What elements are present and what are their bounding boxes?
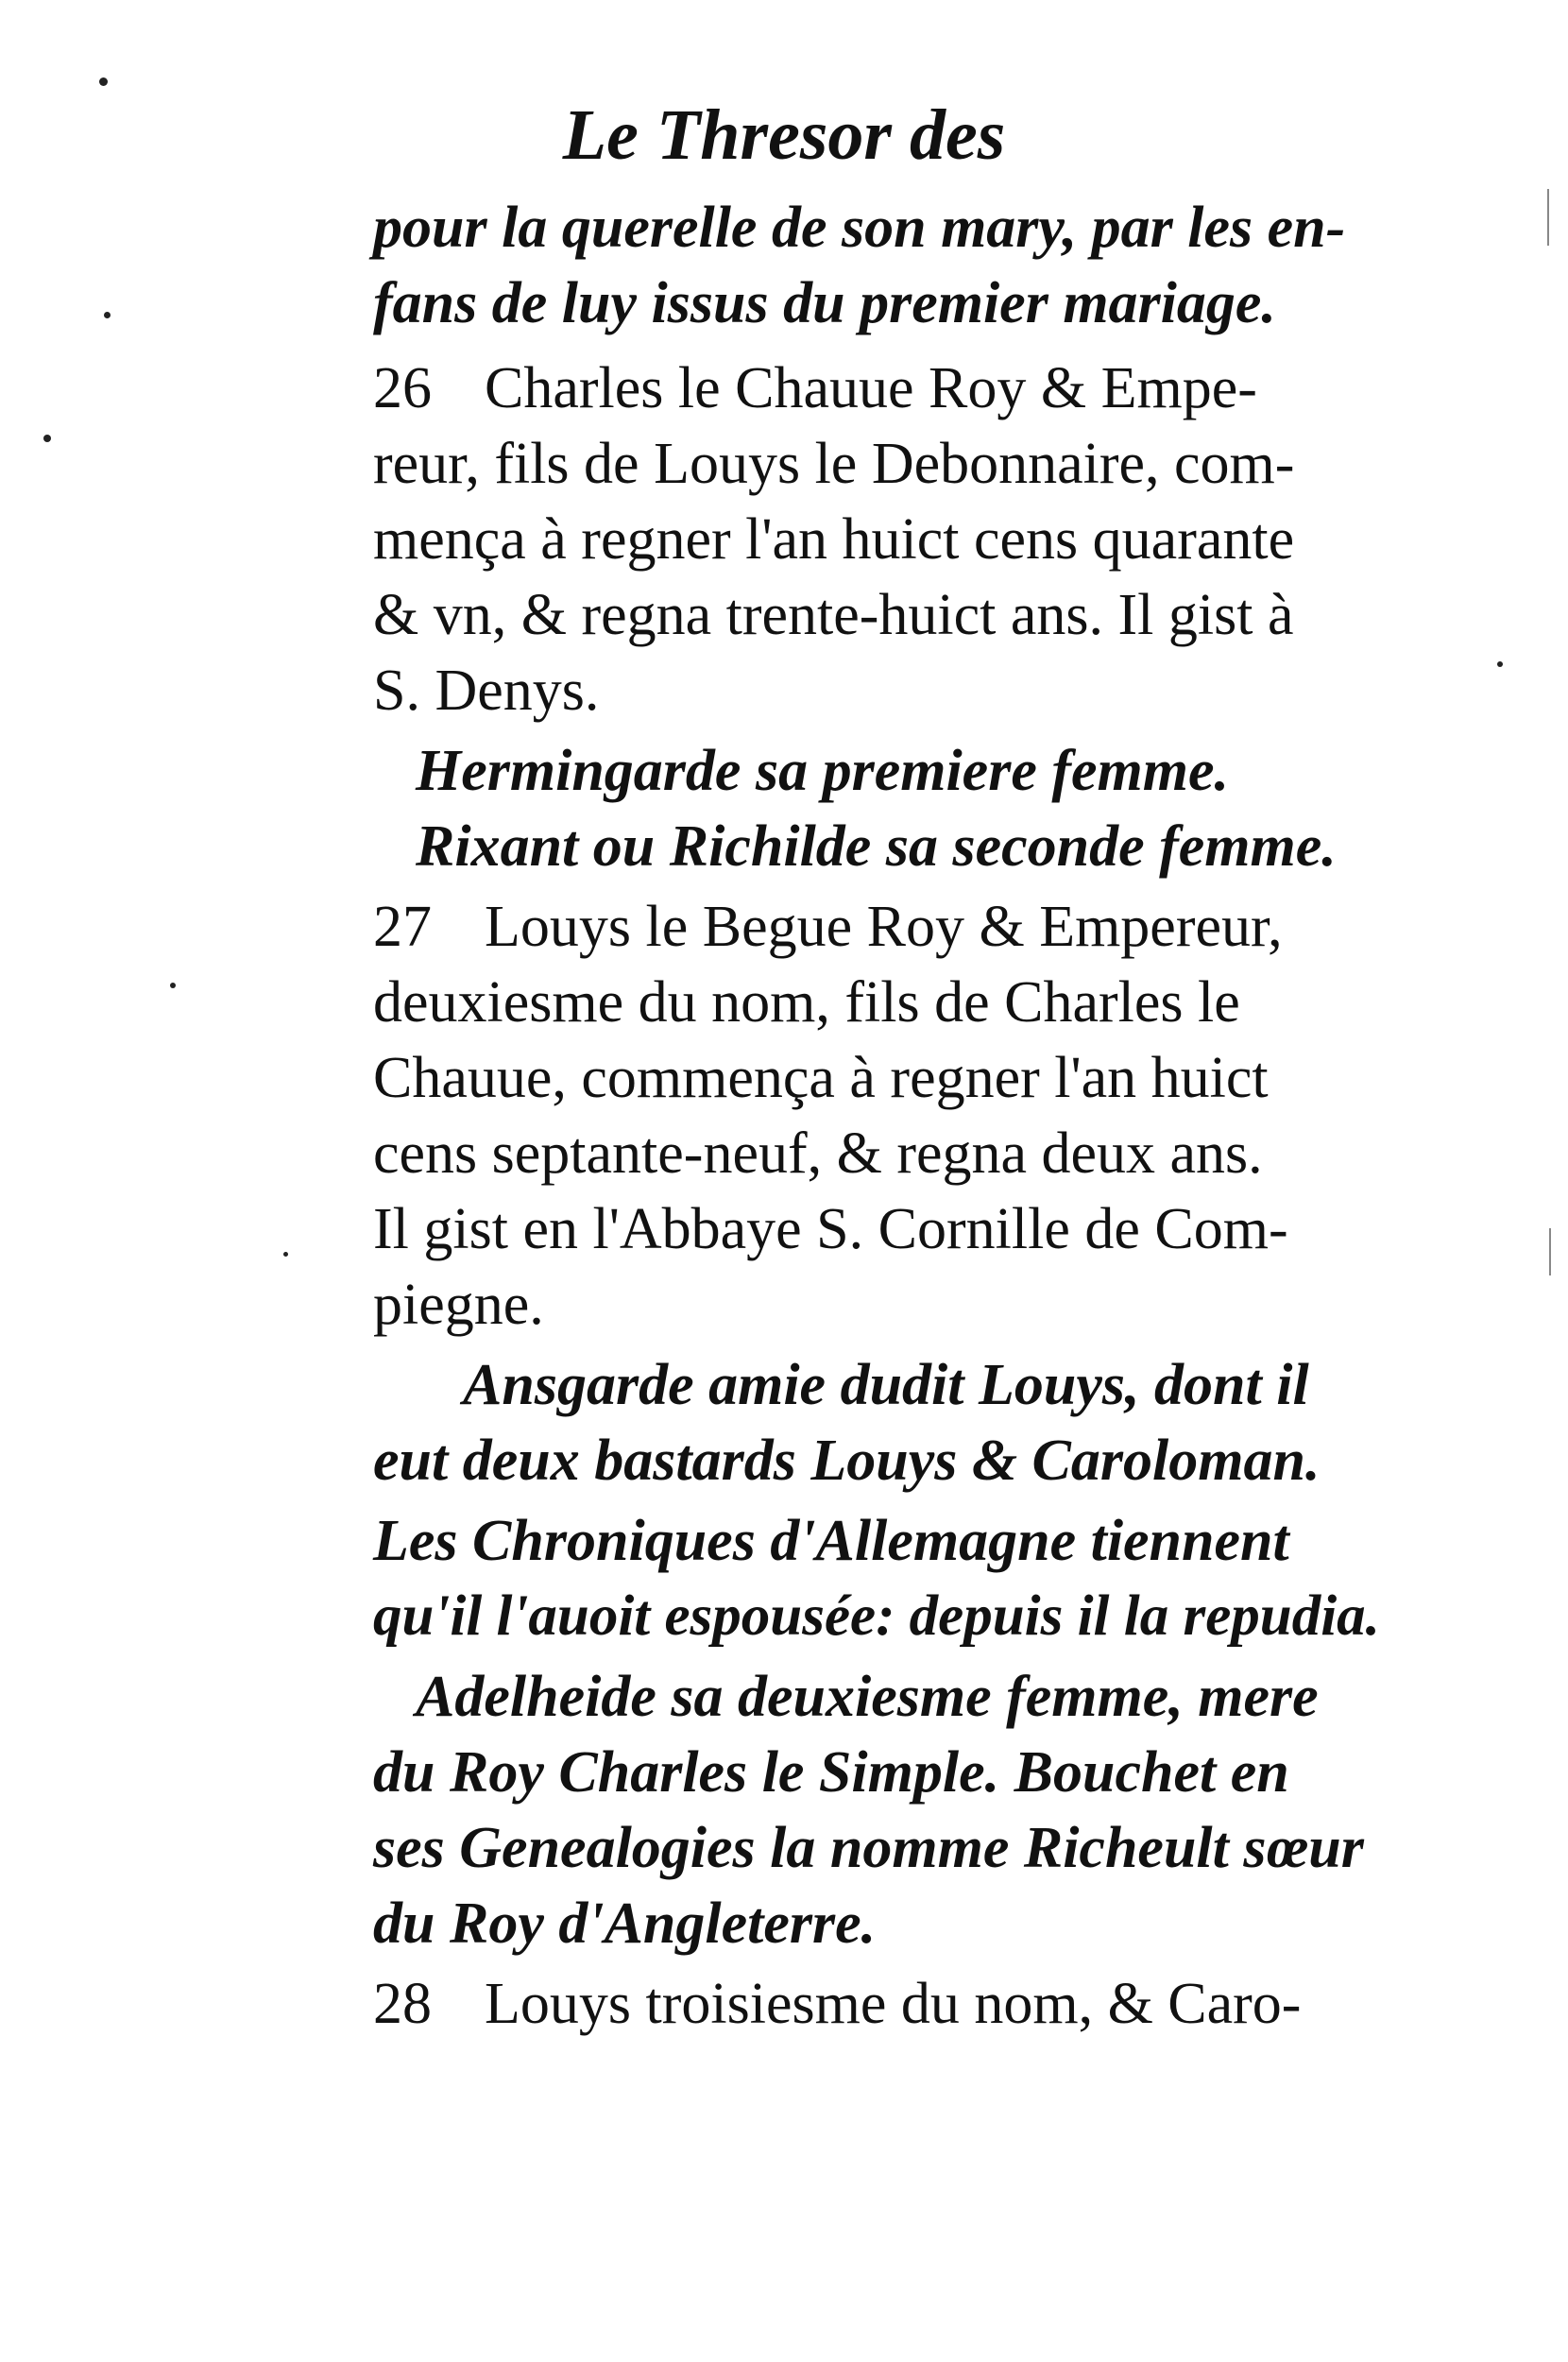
speck-mark [170,983,176,988]
text-line [0,1509,1568,1578]
page-edge-mark [1547,189,1549,246]
line-text: Louys le Begue Roy & Empereur, [485,895,1283,959]
text-line [0,1891,1568,1960]
text-line [0,1431,1568,1498]
line-text: mença à regner l'an huict cens quarante [373,507,1295,572]
text-line-content [373,507,1295,572]
speck-mark [99,77,108,86]
text-line-content [373,970,1240,1035]
text-line [0,895,1568,964]
line-text: S. Denys. [373,659,600,723]
text-line [0,507,1568,576]
entry-number: 27 [373,895,432,959]
text-line [0,1197,1568,1266]
line-text: & vn, & regna trente-huict ans. Il gist à [373,583,1294,647]
text-line-content [373,1121,1263,1186]
entry-number: 28 [373,1972,432,2036]
line-text: Ansgarde amie dudit Louys, dont il [463,1353,1309,1417]
text-line [0,583,1568,652]
text-line-content [373,1891,877,1956]
text-line-content [373,1197,1288,1261]
text-line-content [373,1509,1289,1573]
speck-mark [104,312,111,318]
text-line-content [373,1046,1269,1110]
text-line-content [416,1665,1319,1729]
line-text: deuxiesme du nom, fils de Charles le [373,970,1240,1035]
text-line [0,814,1568,883]
text-line-content [373,659,600,723]
text-line [0,356,1568,425]
text-line-content [373,356,1257,420]
line-text: pour la querelle de son mary, par les en- [373,196,1346,260]
text-line-content [373,895,1283,959]
text-line [0,739,1568,808]
text-line [0,1275,1568,1342]
text-line-content [416,739,1229,803]
line-text: Chauue, commença à regner l'an huict [373,1046,1269,1110]
text-line [0,1584,1568,1653]
text-line [0,432,1568,501]
text-line [0,198,1568,265]
line-text: eut deux bastards Louys & Caroloman. [373,1429,1321,1493]
text-line-content [373,1740,1289,1805]
running-header: Le Thresor des [562,95,1006,175]
text-line [0,1353,1568,1422]
text-line [0,1972,1568,2041]
line-text: Il gist en l'Abbaye S. Cornille de Com- [373,1197,1288,1261]
text-line-content [373,1972,1302,2036]
text-line-content [463,1353,1309,1417]
text-line-content [373,1273,544,1337]
line-text: Charles le Chauue Roy & Empe- [485,356,1257,420]
line-text: qu'il l'auoit espousée: depuis il la repudia. [373,1584,1380,1648]
speck-mark [1497,661,1503,667]
text-line-content [373,1584,1380,1648]
line-text: Louys troisiesme du nom, & Caro- [485,1972,1302,2036]
text-line [0,271,1568,340]
text-line-content [373,432,1295,496]
line-text: ses Genealogies la nomme Richeult sœur [373,1816,1364,1880]
text-line-content [373,583,1294,647]
text-line [0,970,1568,1039]
speck-mark [283,1252,288,1257]
entry-number: 26 [373,356,432,420]
line-text: Rixant ou Richilde sa seconde femme. [416,814,1337,879]
text-line-content [373,1816,1364,1880]
page-edge-mark [1549,1228,1551,1275]
line-text: cens septante-neuf, & regna deux ans. [373,1121,1263,1186]
line-text: Les Chroniques d'Allemagne tiennent [373,1509,1289,1573]
text-line-content [373,196,1346,260]
text-line [0,661,1568,727]
line-text: du Roy Charles le Simple. Bouchet en [373,1740,1289,1805]
line-text: fans de luy issus du premier mariage. [373,271,1276,335]
line-text: reur, fils de Louys le Debonnaire, com- [373,432,1295,496]
text-line [0,1740,1568,1809]
text-line [0,1816,1568,1885]
text-line [0,1046,1568,1115]
text-line [0,1665,1568,1734]
text-line-content [416,814,1337,879]
line-text: Hermingarde sa premiere femme. [416,739,1229,803]
text-line-content [373,271,1276,335]
speck-mark [43,435,51,442]
line-text: piegne. [373,1273,544,1337]
text-line-content [373,1429,1321,1493]
text-line [0,1121,1568,1190]
line-text: Adelheide sa deuxiesme femme, mere [416,1665,1319,1729]
line-text: du Roy d'Angleterre. [373,1891,877,1956]
